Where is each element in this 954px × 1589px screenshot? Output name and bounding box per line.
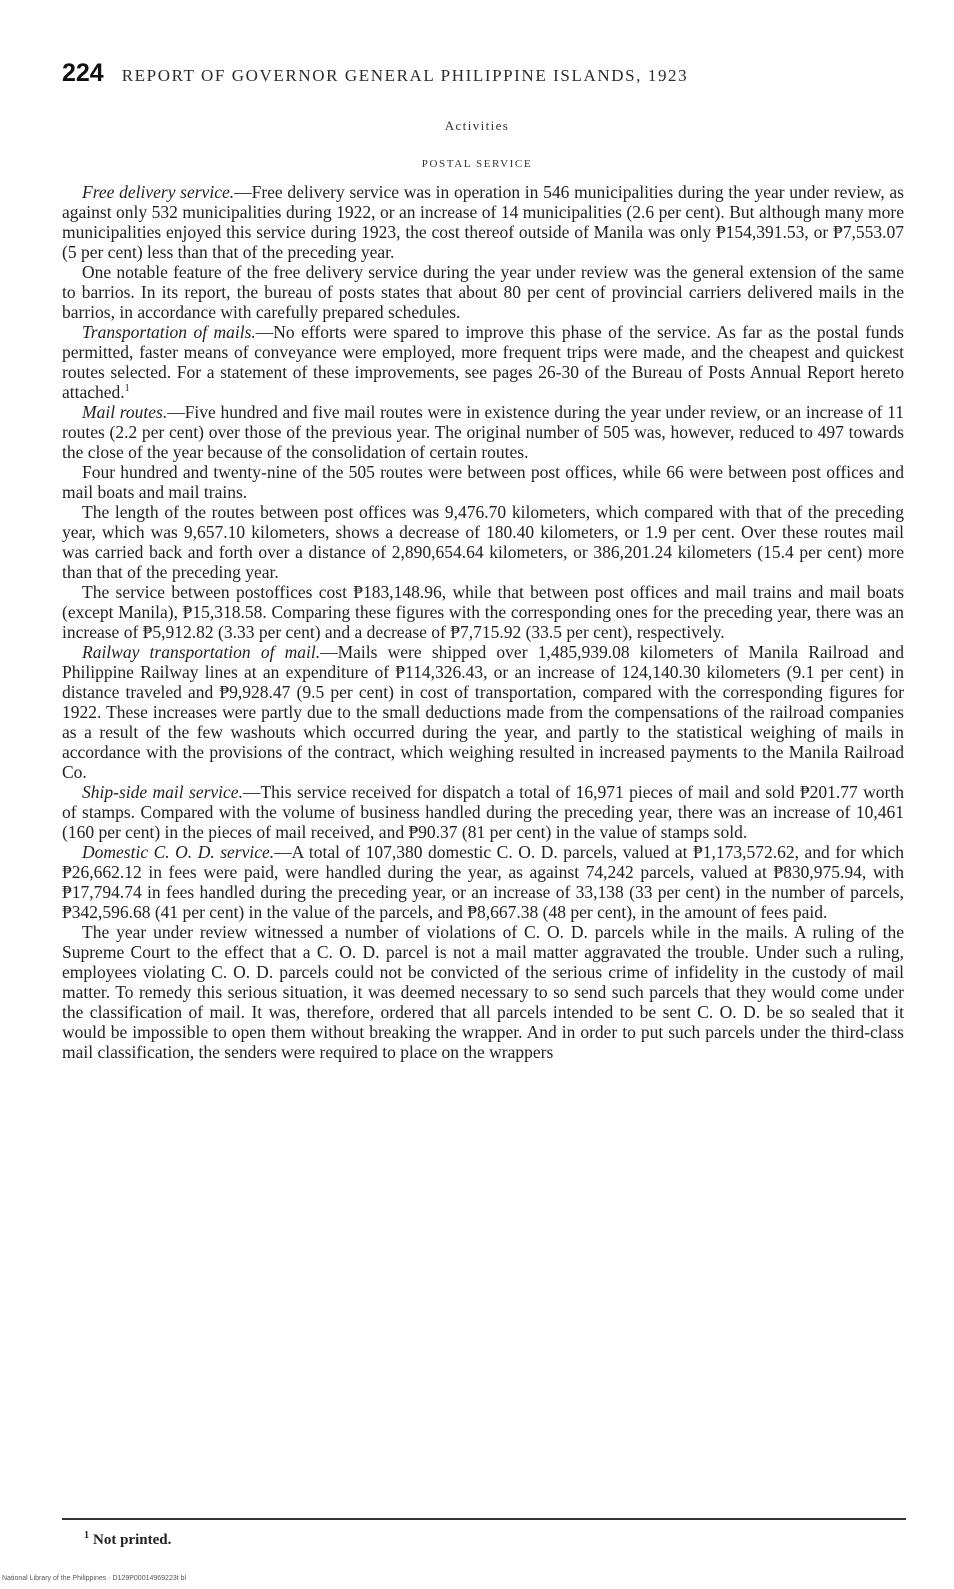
paragraph <box>62 462 904 502</box>
paragraph <box>62 842 904 922</box>
subsection-heading: POSTAL SERVICE <box>421 158 533 170</box>
running-header <box>62 58 902 92</box>
running-title: REPORT OF GOVERNOR GENERAL PHILIPPINE ISLANDS, 1923 <box>121 66 689 85</box>
paragraph <box>62 262 904 322</box>
page-number: 224 <box>62 59 104 87</box>
paragraph-text: —No efforts were spared to improve this phase of the service. As far as the postal funds permitted, faster means of conveyance were employed, more frequent trips were made, and the cheapest and quickest routes selected. For a statement of these improvements, see pages 26-30 of the Bureau of Posts Annual Report hereto attached. <box>62 322 904 402</box>
paragraph-lead: Railway transportation of mail. <box>82 642 321 662</box>
scan-credit: National Library of the Philippines · D129P00014969223t bl <box>2 1575 187 1582</box>
paragraph-text: The service between postoffices cost ₱183,148.96, while that between post offices and mail trains and mail boats (except Manila), ₱15,318.58. Comparing these figures with the corresponding ones for the preceding year, there was an increase of ₱5,912.82 (3.33 per cent) and a decrease of ₱7,715.92 (33.5 per cent), respectively. <box>62 582 904 642</box>
paragraph <box>62 322 904 402</box>
paragraph-lead: Domestic C. O. D. service. <box>82 842 275 862</box>
paragraph-lead: Transportation of mails. <box>82 322 256 342</box>
paragraph-lead: Ship-side mail service. <box>82 782 243 802</box>
paragraph-text: The year under review witnessed a number of violations of C. O. D. parcels while in the mails. A ruling of the Supreme Court to the effect that a C. O. D. parcel is not a mail matter aggravated the trouble. Under such a ruling, employees violating C. O. D. parcels could not be convicted of the serious crime of infidelity in the custody of mail matter. To remedy this serious situation, it was deemed necessary to so send such parcels that they would come under the classification of mail. It was, therefore, ordered that all parcels intended to be sent C. O. D. be so sealed that it would be impossible to open them without breaking the wrapper. And in order to put such parcels under the third-class mail classification, the senders were required to place on the wrappers <box>62 922 904 1062</box>
paragraph-text: The length of the routes between post offices was 9,476.70 kilometers, which compared with that of the preceding year, which was 9,657.10 kilometers, shows a decrease of 180.40 kilometers, or 1.9 per cent. Over these routes mail was carried back and forth over a distance of 2,890,654.64 kilometers, or 386,201.24 kilometers (15.4 per cent) more than that of the preceding year. <box>62 502 904 582</box>
section-heading: Activities <box>444 118 510 133</box>
paragraph-lead: Mail routes. <box>82 402 168 422</box>
paragraph-text: —Five hundred and five mail routes were in existence during the year under review, or an increase of 11 routes (2.2 per cent) over those of the previous year. The original number of 505 was, however, reduced to 497 towards the close of the year because of the consolidation of certain routes. <box>62 402 904 462</box>
paragraph-text: —Free delivery service was in operation in 546 municipalities during the year under review, as against only 532 municipalities during 1922, or an increase of 14 municipalities (2.6 per cent). But although many more municipalities enjoyed this service during 1923, the cost thereof outside of Manila was only ₱154,391.53, or ₱7,553.07 (5 per cent) less than that of the preceding year. <box>62 182 904 262</box>
paragraph-text: —A total of 107,380 domestic C. O. D. parcels, valued at ₱1,173,572.62, and for which ₱26,662.12 in fees were paid, were handled during the year, as against 74,242 parcels, valued at ₱830,975.94, with ₱17,794.74 in fees handled during the preceding year, or an increase of 33,138 (33 per cent) in the number of parcels, ₱342,596.68 (41 per cent) in the value of the parcels, and ₱8,667.38 (48 per cent), in the amount of fees paid. <box>62 842 904 922</box>
paragraph <box>62 402 904 462</box>
paragraph <box>62 582 904 642</box>
footnote-reference: 1 <box>124 383 130 395</box>
paragraph-lead: Free delivery service. <box>82 182 235 202</box>
paragraph-text: —This service received for dispatch a total of 16,971 pieces of mail and sold ₱201.77 worth of stamps. Compared with the volume of business handled during the preceding year, there was an increase of 10,461 (160 per cent) in the pieces of mail received, and ₱90.37 (81 per cent) in the value of stamps sold. <box>62 782 904 842</box>
paragraph-text: Four hundred and twenty-nine of the 505 routes were between post offices, while 66 were between post offices and mail boats and mail trains. <box>62 462 904 502</box>
paragraph-text: One notable feature of the free delivery service during the year under review was the general extension of the same to barrios. In its report, the bureau of posts states that about 80 per cent of provincial carriers delivered mails in the barrios, in accordance with carefully prepared schedules. <box>62 262 904 322</box>
paragraph <box>62 922 904 1062</box>
paragraph <box>62 502 904 582</box>
paragraph-text: —Mails were shipped over 1,485,939.08 kilometers of Manila Railroad and Philippine Railway lines at an expenditure of ₱114,326.43, or an increase of 124,140.30 kilometers (9.1 per cent) in distance traveled and ₱9,928.47 (9.5 per cent) in cost of transportation, compared with the corresponding figures for 1922. These increases were partly due to the small deductions made from the compensations of the railroad companies as a result of the few washouts which occurred during the year, and partly to the statistical weighing of mails in accordance with the provisions of the contract, which weighing resulted in increased payments to the Manila Railroad Co. <box>62 642 904 782</box>
paragraph <box>62 182 904 262</box>
footnote <box>84 1530 171 1549</box>
body-text <box>62 182 904 1062</box>
paragraph <box>62 782 904 842</box>
footnote-mark: 1 <box>84 1530 89 1541</box>
footnote-text: Not printed. <box>93 1532 172 1548</box>
paragraph <box>62 642 904 782</box>
footnote-divider <box>62 1518 906 1520</box>
